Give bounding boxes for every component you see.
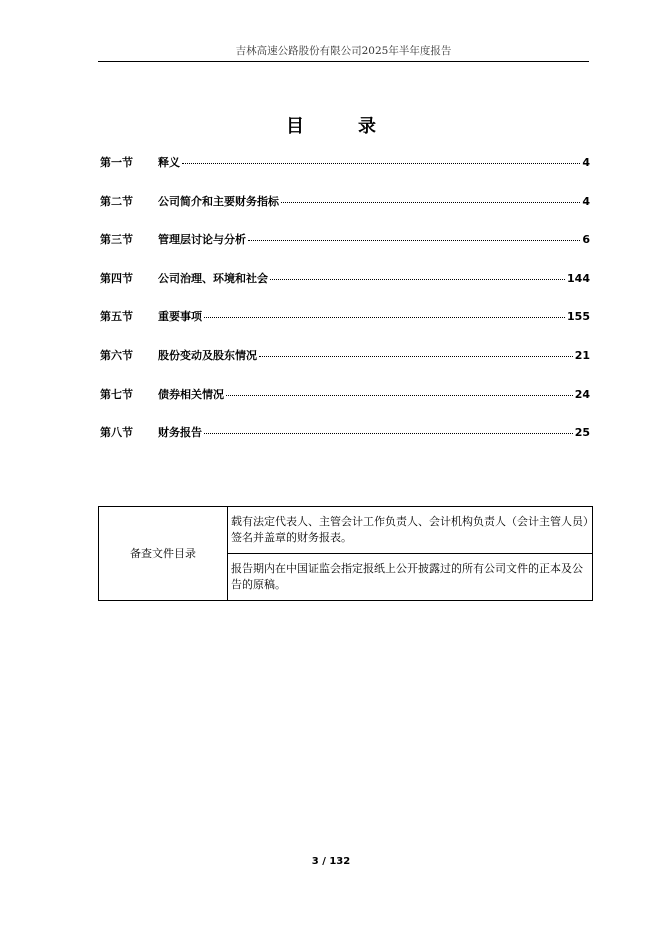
running-header: 吉林高速公路股份有限公司2025年半年度报告 [98, 44, 589, 62]
toc-section-name: 公司简介和主要财务指标 [158, 194, 279, 208]
reference-files-label: 备查文件目录 [99, 507, 228, 601]
page-indicator: 3 / 132 [311, 856, 351, 867]
reference-file-item: 报告期内在中国证监会指定报纸上公开披露过的所有公司文件的正本及公告的原稿。 [228, 554, 593, 601]
reference-file-item: 载有法定代表人、主管会计工作负责人、会计机构负责人（会计主管人员）签名并盖章的财务报表。 [228, 507, 593, 554]
toc-page-number: 4 [582, 156, 590, 169]
toc-leader-dots [281, 202, 580, 203]
toc-leader-dots [270, 279, 565, 280]
toc-page-number: 21 [574, 348, 590, 362]
toc-item[interactable] [100, 193, 590, 232]
toc-section-name: 财务报告 [158, 426, 202, 440]
toc-item[interactable] [100, 154, 590, 193]
toc-leader-dots [182, 163, 580, 164]
toc-section-number: 第五节 [100, 310, 133, 324]
toc-page-number: 155 [567, 310, 590, 324]
toc-leader-dots [259, 356, 573, 357]
toc-item[interactable] [100, 231, 590, 270]
toc-section-number: 第三节 [100, 233, 133, 247]
toc-page-number: 6 [582, 233, 590, 247]
toc-section-number: 第四节 [100, 271, 133, 285]
toc-item[interactable] [100, 270, 590, 309]
toc-leader-dots [204, 433, 573, 434]
toc-section-name: 重要事项 [158, 310, 202, 324]
toc-item[interactable] [100, 347, 590, 386]
toc-section-number: 第八节 [100, 426, 133, 440]
toc-page-number: 144 [567, 271, 590, 285]
toc-title [0, 112, 662, 138]
toc-section-name: 股份变动及股东情况 [158, 348, 257, 362]
toc-page-number: 24 [574, 387, 590, 401]
toc-leader-dots [248, 240, 580, 241]
toc-title-part1: 目 [286, 116, 304, 137]
toc-page-number: 25 [574, 426, 590, 440]
toc-item[interactable] [100, 386, 590, 425]
table-row [99, 507, 593, 554]
toc-section-number: 第一节 [100, 156, 133, 169]
toc-section-name: 公司治理、环境和社会 [158, 271, 268, 285]
toc-list [100, 154, 590, 463]
toc-item[interactable] [100, 424, 590, 463]
toc-section-name: 债券相关情况 [158, 387, 224, 401]
toc-section-name: 管理层讨论与分析 [158, 233, 246, 247]
toc-section-number: 第六节 [100, 348, 133, 362]
toc-page-number: 4 [582, 194, 590, 208]
toc-section-name: 释义 [158, 156, 180, 169]
toc-title-part2: 录 [358, 116, 376, 137]
reference-files-table [98, 506, 593, 601]
toc-leader-dots [226, 395, 573, 396]
toc-section-number: 第二节 [100, 194, 133, 208]
toc-item[interactable] [100, 308, 590, 347]
toc-section-number: 第七节 [100, 387, 133, 401]
toc-leader-dots [204, 317, 565, 318]
